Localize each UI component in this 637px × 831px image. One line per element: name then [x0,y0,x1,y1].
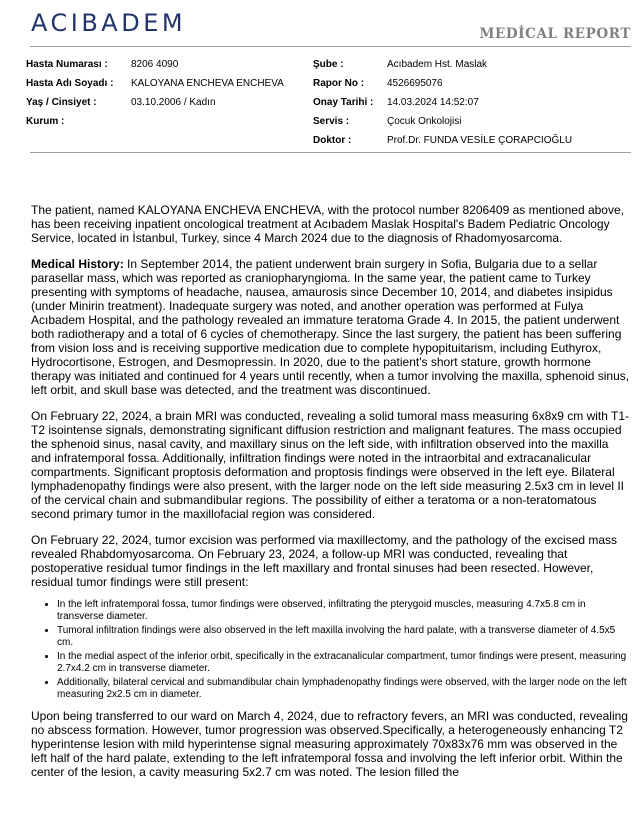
info-value: KALOYANA ENCHEVA ENCHEVA [131,78,284,89]
info-label: Hasta Adı Soyadı : [26,78,114,89]
list-item: • Tumoral infiltration findings were also observed in the left maxilla involving the hard palate, with a transverse diameter of 4.5x5 cm. [57,625,631,649]
info-value: 4526695076 [387,78,443,89]
info-value: 03.10.2006 / Kadın [131,97,216,108]
info-row-patient-number [26,55,284,74]
info-row-approval-date [313,93,572,112]
info-divider [30,152,631,153]
info-label: Yaş / Cinsiyet : [26,97,97,108]
list-item: • In the left infratemporal fossa, tumor findings were observed, infiltrating the pterygoid muscles, measuring 4.7x5.8 cm in transverse diameter. [57,599,631,623]
patient-info-left [26,55,284,131]
info-label: Hasta Numarası : [26,59,108,70]
list-item: • In the medial aspect of the inferior orbit, specifically in the extracanalicular compartment, tumor findings were present, measuring 2.7x4.2 cm in transverse diameter. [57,651,631,675]
info-row-doctor [313,131,572,150]
info-value: Çocuk Onkolojisi [387,116,462,127]
info-label: Onay Tarihi : [313,97,374,108]
info-row-branch [313,55,572,74]
medical-history-paragraph [31,257,631,397]
info-label: Şube : [313,59,344,70]
info-value: 8206 4090 [131,59,179,70]
patient-info-right [313,55,572,150]
header-divider [30,46,631,47]
info-value: 14.03.2024 14:52:07 [387,97,479,108]
list-item: • Additionally, bilateral cervical and submandibular chain lymphadenopathy findings were observed, with the larger node on the left measuring 2x2.5 cm in diameter. [57,677,631,701]
info-row-patient-name [26,74,284,93]
intro-paragraph: The patient, named KALOYANA ENCHEVA ENCHEVA, with the protocol number 8206409 as mentioned above, has been receiving inpatient oncological treatment at Acıbadem Maslak Hospital's Badem Pediatric Oncology Service, located in İstanbul, Turkey, since 4 March 2024 due to the diagnosis of Rhadomyosarcoma. [31,203,624,245]
info-label: Servis : [313,116,350,127]
medical-history-text: In September 2014, the patient underwent brain surgery in Sofia, Bulgaria due to a sellar parasellar mass, which was reported as craniopharyngioma. In the same year, the patient came to Turkey presenting with symptoms of headache, nausea, amaurosis since December 10, 2014, and diabetes insipidus (under Minirin treatment). Inadequate surgery was noted, and another operation was performed at Fulya Acıbadem Hospital, and the pathology revealed an immature teratoma Grade 4. In 2015, the patient underwent both radiotherapy and a total of 6 cycles of chemotherapy. Since the last surgery, the patient has been suffering from vision loss and is receiving supportive medication due to complete hypopituitarism, including Euthyrox, Hydrocortisone, Estrogen, and Desmopressin. In 2020, due to the patient's short stature, growth hormone therapy was initiated and continued for 4 years until recently, when a tumor involving the maxilla, sphenoid sinus, left orbit, and skull base was detected, and the treatment was discontinued. [31,257,630,397]
info-value: Acıbadem Hst. Maslak [387,59,488,70]
medical-history-heading: Medical History: [31,257,124,271]
info-label: Doktor : [313,135,352,146]
info-label: Rapor No : [313,78,365,89]
info-row-institution [26,112,284,131]
residual-tumor-list [31,599,631,701]
hospital-logo: ACIBADEM [31,9,187,37]
info-row-report-number [313,74,572,93]
report-body [31,203,631,791]
mri-paragraph: On February 22, 2024, a brain MRI was conducted, revealing a solid tumoral mass measuring 6x8x9 cm with T1-T2 isointense signals, demonstrating significant diffusion restriction and malignant features. The mass occupied the sphenoid sinus, nasal cavity, and maxillary sinus on the left side, with infiltration observed into the maxilla and infratemporal fossa. Additionally, infiltration findings were noted in the intraorbital and extracanalicular compartments. Significant proptosis deformation and proptosis findings were observed in the left eye. Bilateral lymphadenopathy findings were also present, with the larger node on the left side measuring 2.5x3 cm in level II of the cervical chain and submandibular regions. The possibility of either a teratoma or a non-teratomatous second primary tumor in the maxillofacial region was considered. [31,409,630,521]
info-row-age-gender [26,93,284,112]
excision-paragraph: On February 22, 2024, tumor excision was performed via maxillectomy, and the pathology of the excised mass revealed Rhabdomyosarcoma. On February 23, 2024, a follow-up MRI was conducted, revealing that postoperative residual tumor findings in the left maxillary and frontal sinuses had been resected. However, residual tumor findings were still present: [31,533,618,589]
ward-paragraph: Upon being transferred to our ward on March 4, 2024, due to refractory fevers, an MRI was conducted, revealing no abscess formation. However, tumor progression was observed.Specifically, a heterogeneously enhancing T2 hyperintense lesion with mild hyperintense signal measuring approximately 70x83x76 mm was observed in the left half of the hard palate, extending to the left infratemporal fossa and involving the left inferior orbit. Within the center of the lesion, a cavity measuring 5x2.7 cm was noted. The lesion filled the [31,709,628,779]
report-title: MEDİCAL REPORT [479,26,631,42]
info-value: Prof.Dr. FUNDA VESİLE ÇORAPCIOĞLU [387,135,573,146]
info-row-service [313,112,572,131]
info-label: Kurum : [26,116,65,127]
